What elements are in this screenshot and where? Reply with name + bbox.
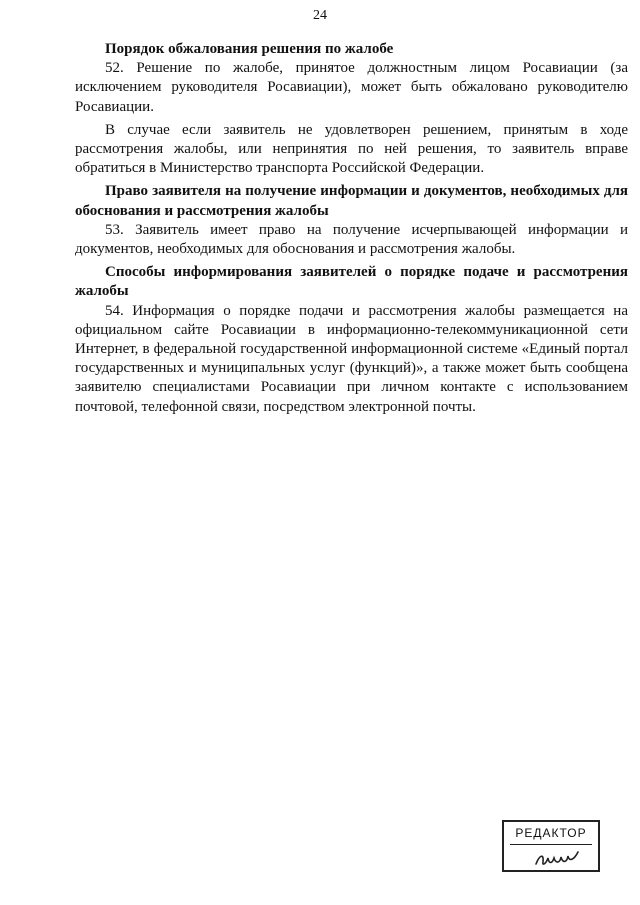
paragraph-52-continued: В случае если заявитель не удовлетворен решением, принятым в ходе рассмотрения жалобы, или непринятия по ней решения, то заявитель вправе обратиться в Министерство транспорта Российской Федерации. [75, 121, 628, 177]
section-heading-appeal-procedure: Порядок обжалования решения по жалобе [105, 41, 394, 57]
document-body [75, 40, 628, 421]
paragraph-54: 54. Информация о порядке подачи и рассмотрения жалобы размещается на официальном сайте Росавиации в информационно-телекоммуникационной сети Интернет, в федеральной государственной информационной системе «Единый портал государственных и муниципальных услуг (функций)», а также может быть сообщена заявителю специалистами Росавиации при личном контакте с использованием почтовой, телефонной связи, посредством электронной почты. [75, 302, 628, 415]
section-heading-right-to-information: Право заявителя на получение информации и документов, необходимых для обоснования и рассмотрения жалобы [75, 183, 628, 219]
stamp-title: РЕДАКТОР [515, 826, 587, 840]
paragraph-52: 52. Решение по жалобе, принятое должностным лицом Росавиации (за исключением руководителя Росавиации), может быть обжаловано руководителю Росавиации. [75, 60, 628, 115]
page-number: 24 [313, 8, 327, 23]
stamp-divider [510, 844, 592, 845]
paragraph-53: 53. Заявитель имеет право на получение исчерпывающей информации и документов, необходимых для обоснования и рассмотрения жалобы. [75, 221, 628, 258]
editor-stamp [502, 820, 600, 872]
section-heading-informing-methods: Способы информирования заявителей о порядке подаче и рассмотрения жалобы [75, 264, 628, 300]
editor-signature [534, 846, 582, 870]
